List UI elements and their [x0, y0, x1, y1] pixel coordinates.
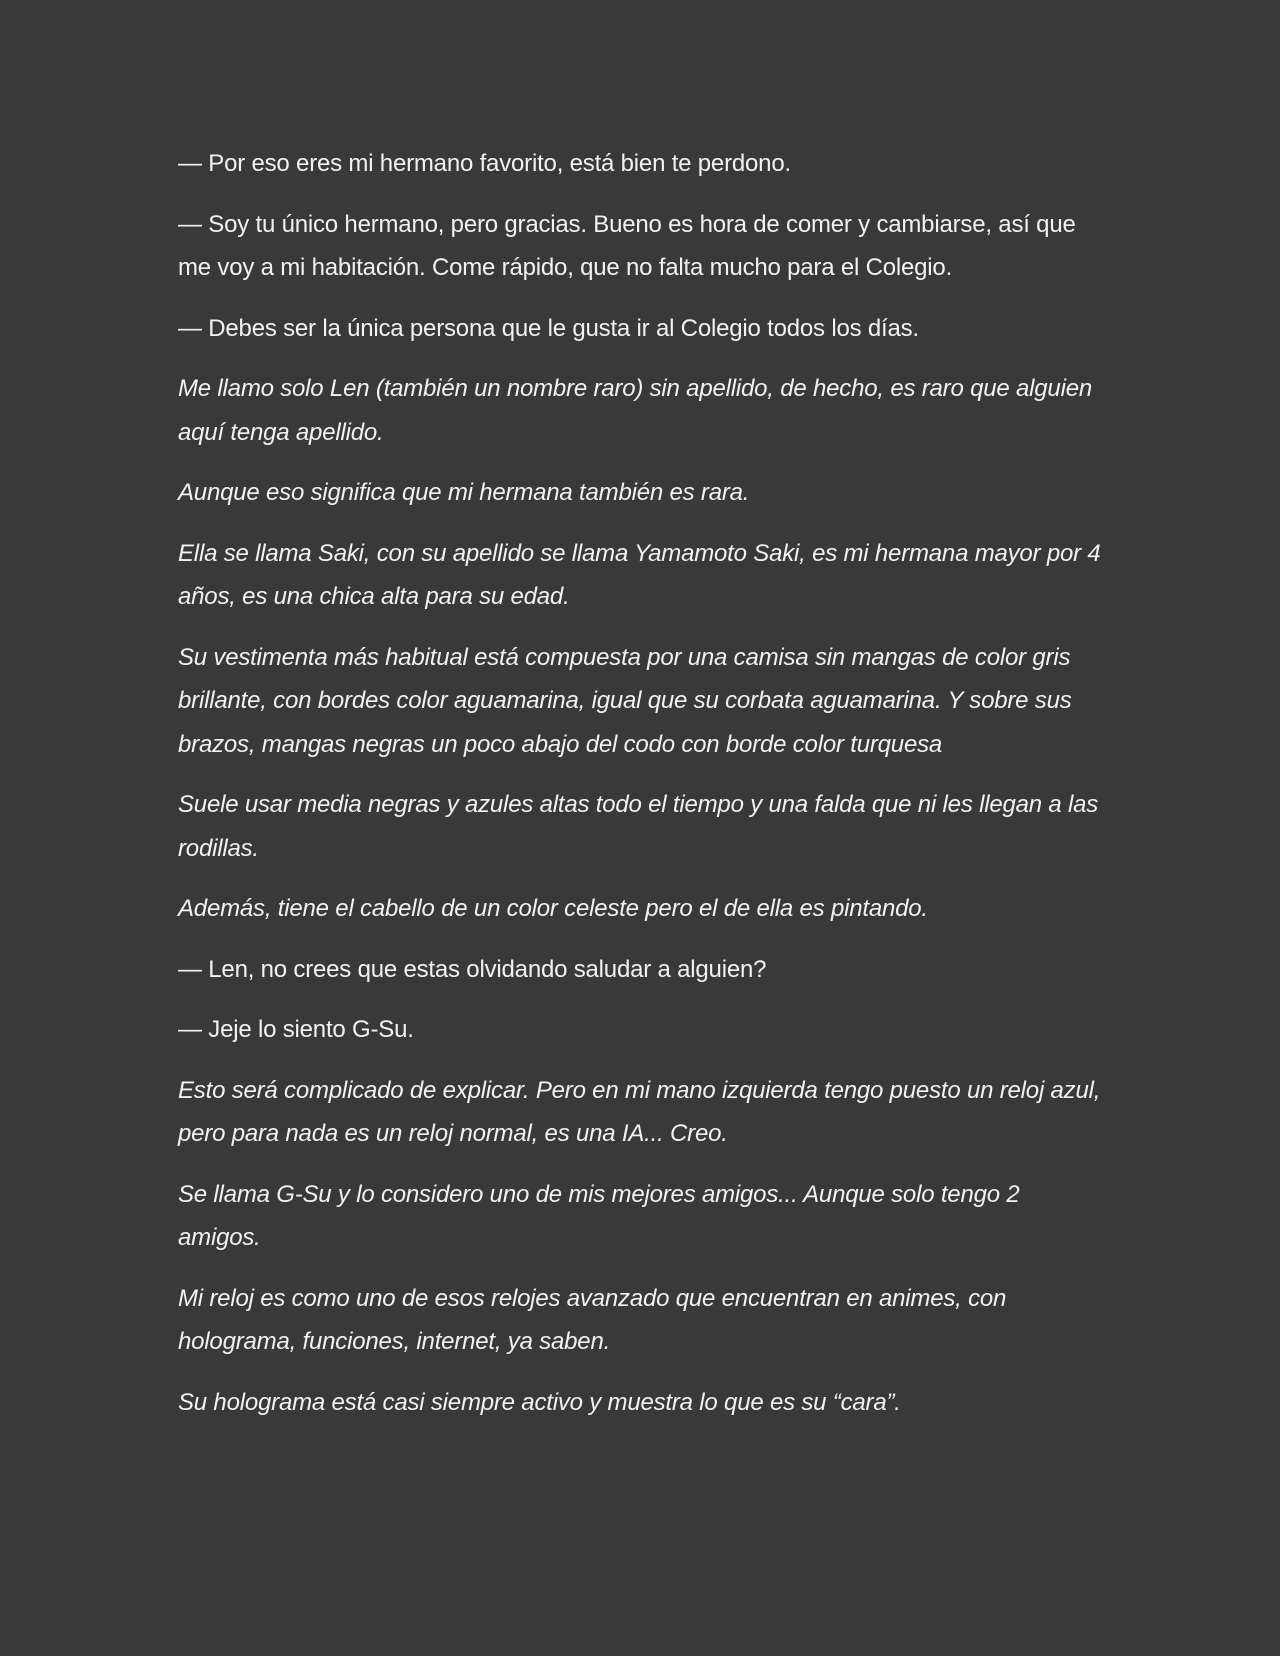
dialogue-paragraph: — Jeje lo siento G-Su. — [178, 1016, 414, 1043]
narration-paragraph: Su holograma está casi siempre activo y muestra lo que es su “cara”. — [178, 1388, 901, 1416]
dialogue-paragraph: — Soy tu único hermano, pero gracias. Bueno es hora de comer y cambiarse, así que me voy a mi habitación. Come rápido, que no falta mucho para el Colegio. — [178, 210, 1076, 281]
document-page — [178, 142, 1108, 1441]
narration-paragraph: Se llama G-Su y lo considero uno de mis mejores amigos... Aunque solo tengo 2 amigos. — [178, 1180, 1020, 1251]
narration-paragraph: Suele usar media negras y azules altas todo el tiempo y una falda que ni les llegan a las rodillas. — [178, 791, 1099, 862]
narration-paragraph: Aunque eso significa que mi hermana también es rara. — [178, 479, 750, 506]
narration-paragraph: Ella se llama Saki, con su apellido se llama Yamamoto Saki, es mi hermana mayor por 4 años, es una chica alta para su edad. — [178, 539, 1101, 610]
narration-paragraph: Esto será complicado de explicar. Pero en mi mano izquierda tengo puesto un reloj azul, pero para nada es un reloj normal, es una IA... Creo. — [178, 1076, 1101, 1147]
dialogue-paragraph: — Por eso eres mi hermano favorito, está bien te perdono. — [178, 150, 791, 177]
dialogue-paragraph: — Len, no crees que estas olvidando saludar a alguien? — [178, 955, 767, 983]
narration-paragraph: Además, tiene el cabello de un color celeste pero el de ella es pintando. — [178, 895, 928, 922]
narration-paragraph: Me llamo solo Len (también un nombre raro) sin apellido, de hecho, es raro que alguien aquí tenga apellido. — [178, 375, 1093, 446]
narration-paragraph: Mi reloj es como uno de esos relojes avanzado que encuentran en animes, con holograma, funciones, internet, ya saben. — [178, 1284, 1007, 1355]
narration-paragraph: Su vestimenta más habitual está compuesta por una camisa sin mangas de color gris brillante, con bordes color aguamarina, igual que su corbata aguamarina. Y sobre sus brazos, mangas negras un poco abajo del codo con borde color turquesa — [178, 643, 1072, 758]
dialogue-paragraph: — Debes ser la única persona que le gusta ir al Colegio todos los días. — [178, 314, 919, 342]
